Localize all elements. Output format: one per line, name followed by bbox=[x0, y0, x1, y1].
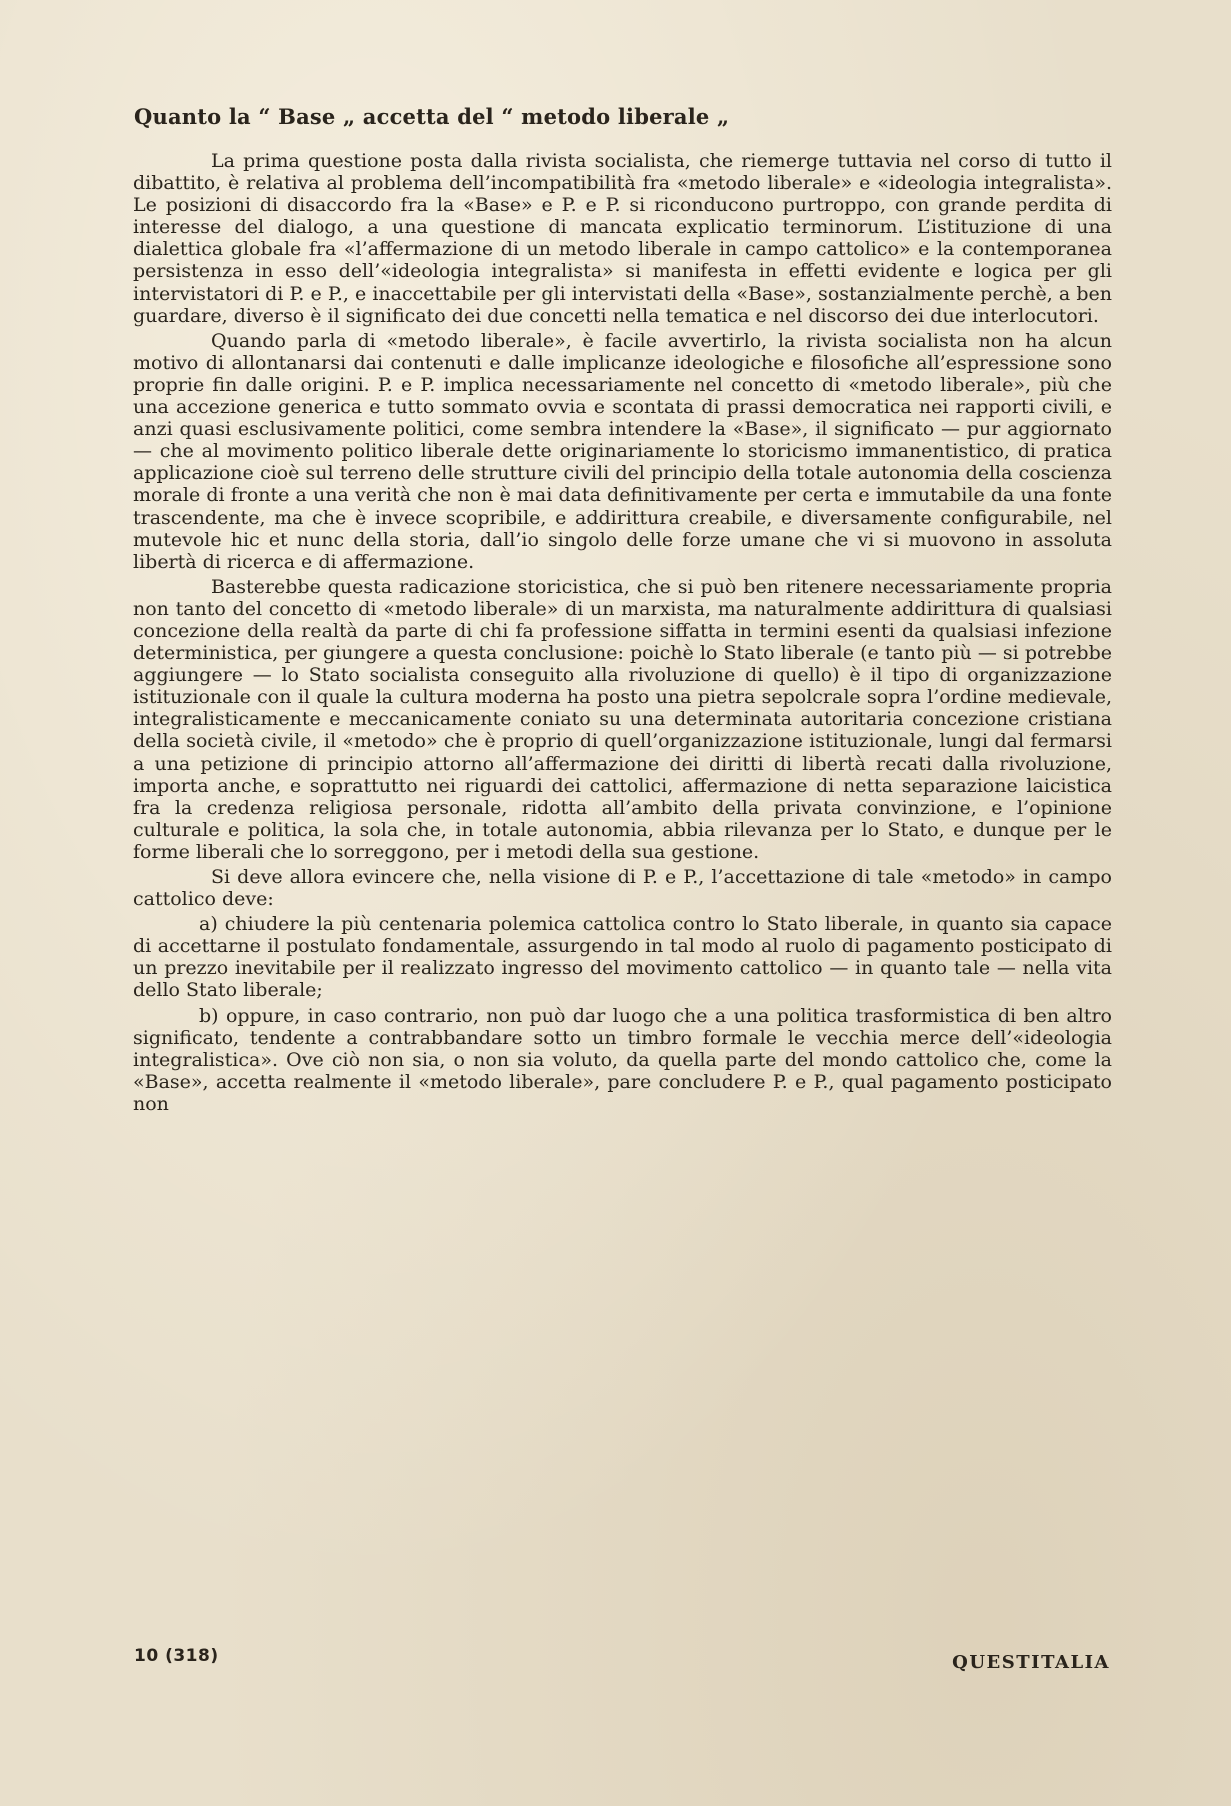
section-heading: Quanto la “ Base „ accetta del “ metodo liberale „ bbox=[134, 104, 730, 129]
paragraph: Basterebbe questa radicazione storicistica, che si può ben ritenere necessariamente propria non tanto del concetto di «metodo liberale» di un marxista, ma naturalmente addirittura di qualsiasi concezione della realtà da parte di chi fa professione siffatta in termini esenti da qualsiasi infezione deterministica, per giungere a questa conclusione: poichè lo Stato liberale (e tanto più — si potrebbe aggiungere — lo Stato socialista conseguito alla rivoluzione di quello) è il tipo di organizzazione istituzionale con il quale la cultura moderna ha posto una pietra sepolcrale sopra l’ordine medievale, integralisticamente e meccanicamente coniato su una determinata autoritaria concezione cristiana della società civile, il «metodo» che è proprio di quell’organizzazione istituzionale, lungi dal fermarsi a una petizione di principio attorno all’affermazione dei diritti di libertà recati dalla rivoluzione, importa anche, e soprattutto nei riguardi dei cattolici, affermazione di netta separazione laicistica fra la credenza religiosa personale, ridotta all’ambito della privata convinzione, e l’opinione culturale e politica, la sola che, in totale autonomia, abbia rilevanza per lo Stato, e dunque per le forme liberali che lo sorreggono, per i metodi della sua gestione. bbox=[133, 575, 1112, 863]
paragraph: Si deve allora evincere che, nella visione di P. e P., l’accettazione di tale «metodo» in campo cattolico deve: bbox=[133, 866, 1112, 911]
paragraph: La prima questione posta dalla rivista socialista, che riemerge tuttavia nel corso di tutto il dibattito, è relativa al problema dell’incompatibilità fra «metodo liberale» e «ideologia integralista». Le posizioni di disaccordo fra la «Base» e P. e P. si riconducono purtroppo, con grande perdita di interesse del dialogo, a una questione di mancata explicatio terminorum. L’istituzione di una dialettica globale fra «l’affermazione di un metodo liberale in campo cattolico» e la contemporanea persistenza in esso dell’«ideologia integralista» si manifesta in effetti evidente e logica per gli intervistatori di P. e P., e inaccettabile per gli intervistati della «Base», sostanzialmente perchè, a ben guardare, diverso è il significato dei due concetti nella tematica e nel discorso dei due interlocutori. bbox=[133, 150, 1112, 327]
article-body bbox=[133, 150, 1112, 1115]
page-footer bbox=[134, 1646, 1110, 1676]
list-item-a: a) chiudere la più centenaria polemica cattolica contro lo Stato liberale, in quanto sia capace di accettarne il postulato fondamentale, assurgendo in tal modo al ruolo di pagamento posticipato di un prezzo inevitabile per il realizzato ingresso del movimento cattolico — in quanto tale — nella vita dello Stato liberale; bbox=[133, 913, 1112, 1002]
list-item-b: b) oppure, in caso contrario, non può dar luogo che a una politica trasformistica di ben altro significato, tendente a contrabbandare sotto un timbro formale le vecchia merce dell’«ideologia integralistica». Ove ciò non sia, o non sia voluto, da quella parte del mondo cattolico che, come la «Base», accetta realmente il «metodo liberale», pare concludere P. e P., qual pagamento posticipato non bbox=[133, 1004, 1112, 1115]
journal-name: QUESTITALIA bbox=[952, 1652, 1110, 1673]
page-number: 10 (318) bbox=[134, 1646, 219, 1666]
paragraph: Quando parla di «metodo liberale», è facile avvertirlo, la rivista socialista non ha alcun motivo di allontanarsi dai contenuti e dalle implicanze ideologiche e filosofiche all’espressione sono proprie fin dalle origini. P. e P. implica necessariamente nel concetto di «metodo liberale», più che una accezione generica e tutto sommato ovvia e scontata di prassi democratica nei rapporti civili, e anzi quasi esclusivamente politici, come sembra intendere la «Base», il significato — pur aggiornato — che al movimento politico liberale dette originariamente lo storicismo immanentistico, di pratica applicazione cioè sul terreno delle strutture civili del principio della totale autonomia della coscienza morale di fronte a una verità che non è mai data definitivamente per certa e immutabile da una fonte trascendente, ma che è invece scopribile, e addirittura creabile, e diversamente configurabile, nel mutevole hic et nunc della storia, dall’io singolo delle forze umane che vi si muovono in assoluta libertà di ricerca e di affermazione. bbox=[133, 329, 1112, 573]
